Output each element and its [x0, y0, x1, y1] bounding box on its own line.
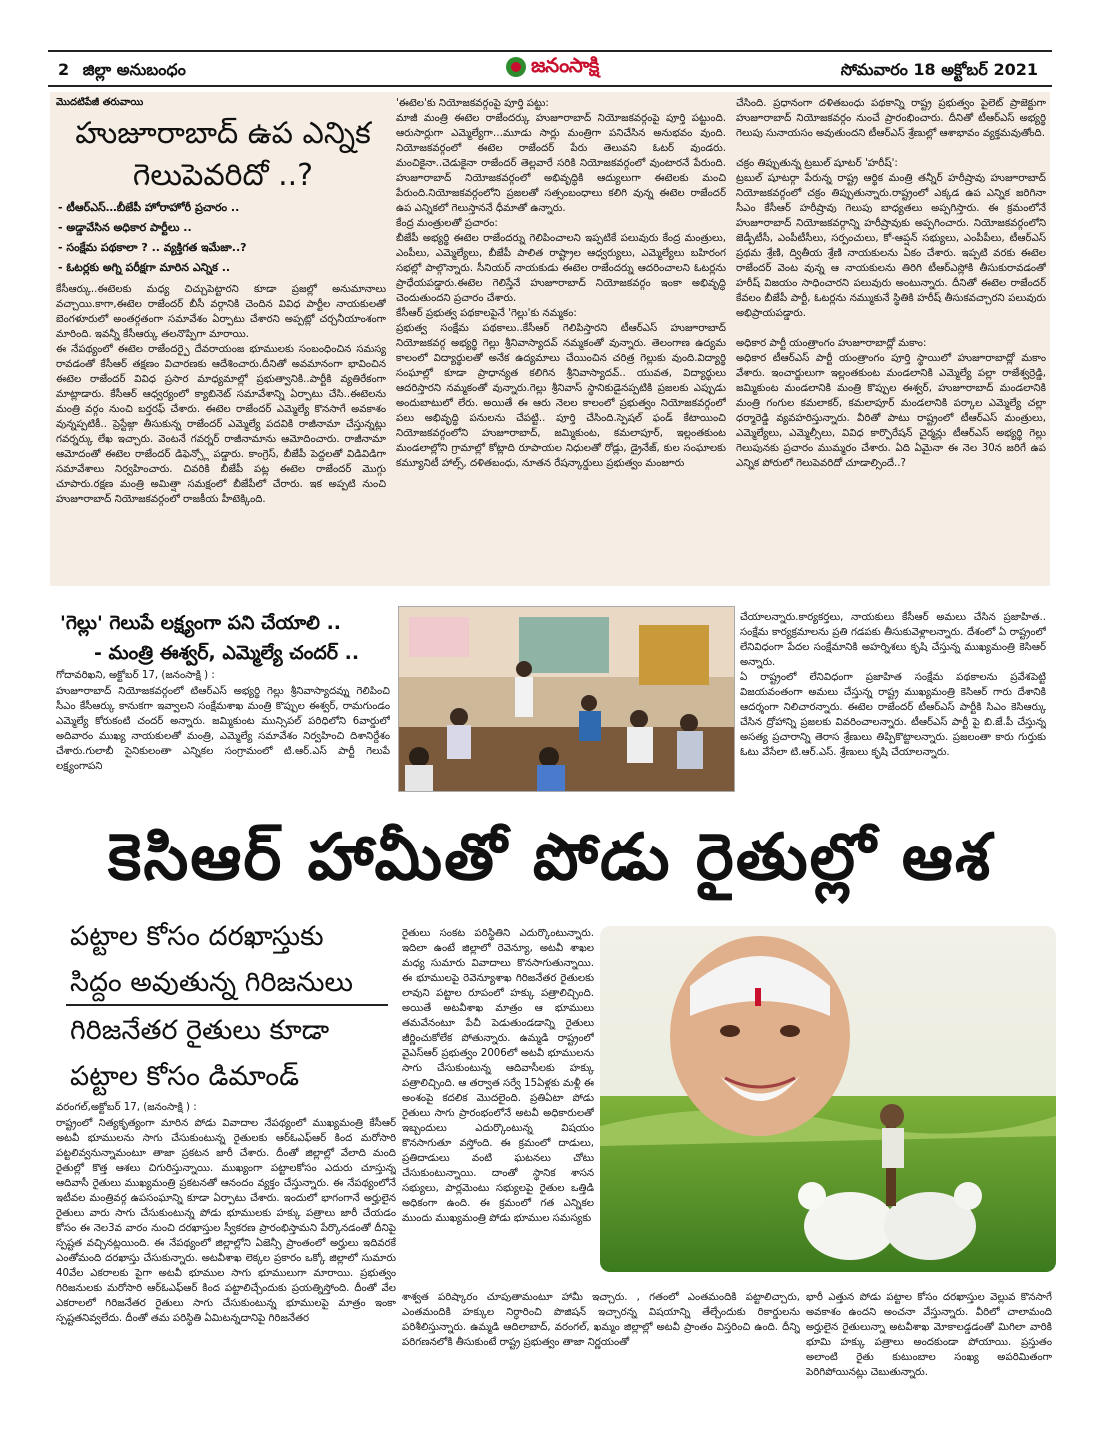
bullet-item: - టీఆర్ఎస్…బీజేపీ హోరాహోరీ ప్రచారం .. [58, 201, 240, 214]
section-name: జిల్లా అనుబంధం [82, 60, 186, 79]
logo-emblem-icon [505, 56, 527, 78]
masthead-rule [48, 85, 1052, 87]
farmer-photo-image [600, 926, 1056, 1272]
story3-body-right: భారీ ఎత్తున పోడు పట్టాల కోసం దరఖాస్తుల వెల్లువ కొనసాగే అవకాశం ఉందని అంచనా వేస్తున్నారు. వీరిలో చాలామంది అర్హులైన రైతులున్నా అటవీశాఖ మోకాలడ్డడంతో మిగిలా వారికి భూమి హక్కు పత్రాలు అందకుండా పోయాయి. ప్రస్తుతం అలాంటి రైతు కుటుంబాల సంఖ్య అపరిమితంగా పెరిగిపోయినట్లు చెబుతున్నారు. [806, 1292, 1052, 1378]
story1-kicker: మొదటిపేజీ తరువాయి [56, 97, 144, 108]
meeting-photo [398, 606, 735, 792]
bullet-item: - సంక్షేమ పథకాలా ? .. వ్యక్తిగత ఇమేజా..? [58, 241, 247, 254]
meeting-photo-image [399, 607, 734, 791]
story2-body-left: హుజూరాబాద్ నియోజకవర్గంలో టిఆర్ఎస్ అభ్యర్థి గెల్లు శ్రీనివాస్యాదవ్ను గెలిపించి సీఎం కేసీఆర్కు కానుకగా ఇవ్వాలని సంక్షేమశాఖ మంత్రి కొప్పుల ఈశ్వర్, రామగుండం ఎమ్మెల్యే కోరుకంటి చందర్ అన్నారు. జమ్మికుంట మున్సిపల్ పరిధిలోని 6వార్డులో అదివారం ముఖ్య నాయకులతో మంత్రి, ఎమ్మెల్యే సమావేశం నిర్వహించి దిశానిర్దేశం చేశారు.గులాబీ సైనికులంతా ఎన్నికల సంగ్రామంలో టి.ఆర్.ఎస్ పార్టీ గెలుపే లక్ష్యంగాపని [56, 686, 390, 772]
story1-column3: చేసింది. ప్రధానంగా దళితబంధు పథకాన్ని రాష్ట్ర ప్రభుత్వం పైలెట్ ప్రాజెక్టుగా హుజూరాబాద్ నియోజకవర్గం నుంచే ప్రారంభించారు. దీనితో టీఆర్ఎస్ అభ్యర్థి గెలుపు సునాయసం అవుతుందని టీఆర్ఎస్ శ్రేణుల్లో ఆశాభావం వ్యక్తమవుతోంది. చక్రం తిప్పుతున్న ట్రబుల్ షూటర్ 'హరీష్': ట్రబుల్ షూటర్గా పేరున్న రాష్ట్ర ఆర్థిక మంత్రి తన్నీర్ హరీష్రావు హుజూరాబాద్ నియోజకవర్గంలో చక్రం తిప్పుతున్నారు.రాష్ట్రంలో ఎక్కడ ఉప ఎన్నిక జరిగినా సీఎం కేసీఆర్ హరీష్రావు గెలుపు బాధ్యతలు అప్పగిస్తారు. ఈ క్రమంలోనే హుజూరాబాద్ నియోజకవర్గాన్ని హరీష్రావుకు అప్పగించారు. నియోజకవర్గంలోని జెడ్పీటీసీ, ఎంపీటీసీలు, సర్పంచులు, కో-ఆప్షన్ సభ్యులు, ఎంపీపీలు, టీఆర్ఎస్ ప్రథమ శ్రేణి, ద్వితీయ శ్రేణి నాయకులను ఏకం చేశారు. ఇప్పటి వరకు ఈటెల రాజేందర్ వెంట వున్న ఆ నాయకులను తిరిగి టీఆర్ఎస్లోకి తీసుకురావడంతో హరీష్ విజయం సాధించారని పలువురు అంటున్నారు. దీనితో ఈటెల రాజేందర్ కేవలం బీజేపీ పార్టీ, ఓటర్లను నమ్ముకునే స్థితికి హరీష్ తీసుకవచ్చారని పలువురు అభిప్రాయపడ్డారు. అధికార పార్టీ యంత్రాంగం హుజూరాబాద్లో మకాం: అధికార టీఆర్ఎస్ పార్టీ యంత్రాంగం పూర్తి స్థాయిలో హుజూరాబాద్లో మకాం వేశారు. ఇంచార్జులుగా ఇల్లంతకుంట మండలానికి ఎమ్మెల్యే పల్లా రాజేశ్వర్రెడ్డి, జమ్మికుంట మండలానికి మంత్రి కొప్పుల ఈశ్వర్, హుజూరాబాద్ మండలానికి మంత్రి గంగుల కమలాకర్, కమలాపూర్ మండలానికి పర్కాల ఎమ్మెల్యే చల్లా ధర్మారెడ్డి వ్యవహరిస్తున్నారు. వీరితో పాటు రాష్ట్రంలో టీఆర్ఎస్ మంత్రులు, ఎమ్మెల్యేలు, ఎమ్మెల్సీలు, వివిధ కార్పొరేషన్ చైర్మన్లు టీఆర్ఎస్ అభ్యర్థి గెల్లు గెలుపునకు ప్రచారం ముమ్మరం చేశారు. ఏది ఏమైనా ఈ నెల 30న జరిగే ఉప ఎన్నిక పోరులో గెలుపెవరిదో చూడాల్సిందే..? [736, 98, 1046, 469]
story3-body-left: రాష్ట్రంలో నిత్యకృత్యంగా మారిన పోడు వివాదాల నేపథ్యంలో ముఖ్యమంత్రి కేసీఆర్ అటవీ భూములను సాగు చేసుకుంటున్న రైతులకు ఆర్ఓఎఫ్ఆర్ కింద మరోసారి పట్టలివ్వనున్నామంటూ తాజా ప్రకటన జారీ చేశారు. దీంతో జిల్లాల్లో వేలాది మంది రైతుల్లో కొత్త ఆశలు చిగురిస్తున్నాయి. ముఖ్యంగా పట్టాలకోసం ఎదురు చూస్తున్న ఆదివాసీ రైతులు ముఖ్యమంత్రి ప్రకటనతో ఆనందం వ్యక్తం చేస్తున్నారు. ఈ నేపథ్యంలోనే ఇటీవల మంత్రివర్గ ఉపసంఘాన్ని కూడా ఏర్పాటు చేశారు. ఇందులో భాగంగానే అర్హులైన రైతులు వారు సాగు చేసుకుంటున్న పోడు భూములకు హక్కు పత్రాలు జారీ చేయడం కోసం ఈ నెల3వ వారం నుంచి దరఖాస్తుల స్వీకరణ ప్రారంభిస్తామని పేర్కొనడంతో దీనిపై స్పష్టత వచ్చినట్లయింది. ఈ నేపథ్యంలో జిల్లాల్లోని ఏజెన్సీ ప్రాంతంలో అర్హులు ఇదివరకే ఎంతోమంది దరఖాస్తు చేసుకున్నారు. అటవీశాఖ లెక్కల ప్రకారం ఒక్కో జిల్లాలో సుమారు 40వేల ఎకరాలకు పైగా అటవీ భూముల సాగు భూములుగా మారాయి. ప్రభుత్వం గిరిజనులకు మరోసారి ఆర్ఓఎఫ్ఆర్ కింద పట్టాలిచ్చేందుకు ప్రయత్నిస్తోంది. దీంతో వేల ఎకరాలలో గిరిజనేతర రైతులు సాగు చేసుకుంటున్న భూములపై మాత్రం ఇంకా స్పష్టతనివ్వలేదు. దీంతో తమ పరిస్థితి ఏమిటన్నదానిపై గిరిజనేతర [56, 1118, 396, 1324]
story1-headline-line1: హుజూరాబాద్ ఉప ఎన్నిక [75, 116, 371, 151]
story3-dateline: వరంగల్,అక్టోబర్ 17, (జనంసాక్షి ) : [56, 1102, 197, 1113]
story3-headline: కెసిఆర్ హామీతో పోడు రైతుల్లో ఆశ [107, 821, 993, 895]
story3-deck-1: పట్టాల కోసం దరఖాస్తుకు [70, 921, 324, 952]
story2-body-right: చేయాలన్నారు.కార్యకర్తలు, నాయకులు కేసీఆర్ అమలు చేసిన ప్రజాహిత.. సంక్షేమ కార్యక్రమాలను ప్రతి గడపకు తీసుకువెళ్లాలన్నారు. దేశంలో ఏ రాష్ట్రంలో లేనివిధంగా పేదల సంక్షేమానికి అహర్నిశలు కృషి చేస్తున్న ముఖ్యమంత్రి కెసిఆర్ అన్నారు. ఏ రాష్ట్రంలో లేనివిధంగా ప్రజాహిత సంక్షేమ పథకాలను ప్రవేశపెట్టి విజయవంతంగా అమలు చేస్తున్న రాష్ట్ర ముఖ్యమంత్రి కెసిఆర్ గారు దేశానికి ఆదర్శంగా నిలిచారన్నారు. ఈటెల రాజేందర్ టీఆర్ఎస్ పార్టీకి సిఎం కెసిఆర్కు చేసిన ద్రోహాన్ని ప్రజలకు వివరించాలన్నారు. టీఆర్ఎస్ పార్టీ పై బి.జే.పీ చేస్తున్న అసత్య ప్రచారాన్ని తెరాస శ్రేణులు తిప్పికొట్టాలన్నారు. ప్రజలంతా కారు గుర్తుకు ఓటు వేసేలా టి.ఆర్.ఎస్. శ్రేణులు కృషి చేయాలన్నారు. [740, 612, 1046, 758]
page-number: 2 [58, 60, 70, 79]
story3-body-mid: రైతులు సంకట పరిస్థితిని ఎదుర్కొంటున్నారు. ఇదిలా ఉంటే జిల్లాలో రెవెన్యూ, అటవీ శాఖల మధ్య సుమారు వివాదాలు కొనసాగుతున్నాయి. ఈ భూములపై రెవెన్యూశాఖ గిరిజనేతర రైతులకు లావుని పట్టాల రూపంలో హక్కు పత్రాలిచ్చింది. అయితే అటవీశాఖ మాత్రం ఆ భూములు తమవేనంటూ పేచీ పెడుతుండడాన్ని రైతులు జీర్ణించుకోలేక పోతున్నారు. ఉమ్మడి రాష్ట్రంలో వైఎస్ఆర్ ప్రభుత్వం 2006లో అటవీ భూములను సాగు చేసుకుంటున్న ఆదివాసీలకు హక్కు పత్రాలిచ్చింది. ఆ తర్వాత సర్వే 15ఏళ్లకు మళ్లీ ఈ అంశంపై కదలిక మొదలైంది. ప్రతిఏటా పోడు రైతులు సాగు ప్రారంభంలోనే అటవీ అధికారులతో ఇబ్బందులు ఎదుర్కొంటున్న విషయం కొనసాగుతూ వస్తోంది. ఈ క్రమంలో దాడులు, ప్రతిదాడులు వంటి ఘటనలు చోటు చేసుకుంటున్నాయి. దాంతో స్థానిక శాసన సభ్యులు, పార్లమెంటు సభ్యులపై రైతుల ఒత్తిడి అధికంగా ఉంది. ఈ క్రమంలో గత ఎన్నికల ముందు ముఖ్యమంత్రి పోడు భూముల సమస్యకు [402, 928, 594, 1224]
bullet-item: - అడ్డావేసిన అధికార పార్టీలు .. [58, 221, 192, 234]
deck-divider [66, 1004, 388, 1006]
newspaper-logo [505, 54, 599, 80]
story2-subhead: - మంత్రి ఈశ్వర్, ఎమ్మెల్యే చందర్ .. [94, 642, 360, 664]
story3-body-bottom: శాశ్వత పరిష్కారం చూపుతామంటూ హామీ ఇచ్చారు. , గతంలో ఎంతమందికి పట్టాలిచ్చారు, ఎంతమందికి హక్కుల నిర్ధారించి పొజిషన్ ఇచ్చారన్న విషయాన్ని తేల్చేందుకు రికార్డులను పరిశీలిస్తున్నారు. ఉమ్మడి ఆదిలాబాద్, వరంగల్, ఖమ్మం జిల్లాల్లో అటవీ ప్రాంతం విస్తరించి ఉంది. దీన్ని పరిగణనలోకి తీసుకుంటే రాష్ట్ర ప్రభుత్వం తాజా నిర్ణయంతో [402, 1292, 800, 1348]
story1-column2: 'ఈటెల'కు నియోజకవర్గంపై పూర్తి పట్టు: మాజీ మంత్రి ఈటెల రాజేందర్కు హుజూరాబాద్ నియోజకవర్గంపై పూర్తి పట్టుంది. ఆరుసార్లుగా ఎమ్మెల్యేగా…మూడు సార్లు మంత్రిగా పనిచేసిన అనుభవం వుంది. నియోజకవర్గంలో ఈటెల రాజేందర్ పేరు తెలువని ఓటర్ వుండరు. మంచికైనా..చెడుకైనా రాజేందర్ తెల్లవారే సరికి నియోజకవర్గంలో వుంటారనే పేరుంది. హుజూరాబాద్ నియోజకవర్గంలో అభివృద్ధికి ఆద్యులుగా ఈటెలకు మంచి పేరుంది.నియోజకవర్గంలోని ప్రజలతో సత్సంబంధాలు కలిగి వున్న ఈటెల రాజేందర్ ఉప ఎన్నికలో గెలుస్తాననే ధీమాతో ఉన్నారు. కేంద్ర మంత్రులతో ప్రచారం: బీజేపీ అభ్యర్థి ఈటెల రాజేందర్ను గెలిపించాలని ఇప్పటికే పలువురు కేంద్ర మంత్రులు, ఎంపీలు, ఎమ్మెల్యేలు, బీజేపీ పాలిత రాష్ట్రాల ఆధ్వర్యులు, ఎమ్మెల్యేలు బహిరంగ సభల్లో పాల్గొన్నారు. సీనియర్ నాయకుడు ఈటెల రాజేందర్ను ఆదరించాలని ఓటర్లను ప్రాధేయపడ్డారు.ఈటెల గెలిస్తేనే హుజూరాబాద్ నియోజకవర్గం ఇంకా అభివృద్ధి చెందుతుందని ప్రచారం చేశారు. కేసీఆర్ ప్రభుత్వ పథకాలపైనే 'గెల్లు'కు నమ్మకం: ప్రభుత్వ సంక్షేమ పథకాలు..కేసీఆర్ గెలిపిస్తారని టీఆర్ఎస్ హుజూరాబాద్ నియోజకవర్గ అభ్యర్థి గెల్లు శ్రీనివాస్యాదవ్ నమ్మకంతో వున్నారు. తెలంగాణ ఉద్యమ కాలంలో విద్యార్థులతో అనేక ఉద్యమాలు చేయించిన చరిత్ర గెల్లుకు వుంది.విద్యార్థి సంఘాల్లో కూడా ప్రాధాన్యత కలిగిన శ్రీనివాస్యాదవ్.. యువత, విద్యార్థులు ఆదరిస్తారని నమ్మకంతో వున్నారు.గెల్లు శ్రీనివాస్ స్థానికుడైనప్పటికి ప్రజలకు ఎప్పుడు అందుబాటులో లేరు. అయితే ఈ ఆరు నెలల కాలంలో ప్రభుత్వం నియోజకవర్గంలో పలు అభివృద్ధి పనులను చేపట్టి.. పూర్తి చేసింది.స్పెషల్ ఫండ్ కేటాయించి నియోజకవర్గంలోని హుజూరాబాద్, జమ్మికుంట, కమలాపూర్, ఇల్లంతకుంట మండలాల్లోని గ్రామాల్లో కోట్లాది రూపాయల నిధులతో రోడ్లు, డ్రైనేజ్, కుల సంఘాలకు కమ్యూనిటీ హాల్స్, దళితబంధు, నూతన రేషన్కార్డులు ప్రభుత్వం మంజూరు [396, 98, 726, 469]
story3-deck-4: పట్టాల కోసం డిమాండ్ [70, 1061, 300, 1092]
story2-dateline: గోదావరిఖని, అక్టోబర్ 17, (జనంసాక్షి ) : [56, 670, 215, 681]
story1-headline-line2: గెలుపెవరిదో ..? [132, 158, 314, 193]
story1-bullets [58, 198, 388, 278]
bullet-item: - ఓటర్లకు అగ్ని పరీక్షగా మారిన ఎన్నిక .. [58, 261, 231, 274]
story1-column1: కేసీఆర్కు..ఈటెలకు మధ్య చిచ్చుపెట్టారని కూడా ప్రజల్లో అనుమానాలు వచ్చాయి.కాగా,ఈటెల రాజేందర్ బీసీ వర్గానికి చెందిన వివిధ పార్టీల నాయకులతో బెంగళూరులో అంతర్గతంగా సమావేశం ఏర్పాటు చేశారని అప్పట్లో చర్చనీయాంశంగా మారింది. ఇవన్నీ కేసీఆర్కు తలనొప్పిగా మారాయి. ఈ నేపథ్యంలో ఈటెల రాజేందర్పై దేవరాయంజ భూములకు సంబంధించిన సమస్య రావడంతో కేసీఆర్ తక్షణం విచారణకు ఆదేశించారు.దీనితో అవమానంగా భావించిన ఈటెల రాజేందర్ వివిధ ప్రసార మాధ్యమాల్లో ప్రభుత్వానికి..పార్టీకి వ్యతిరేకంగా మాట్లాడారు. కేసీఆర్ ఆధ్వర్యంలో క్యాబినెట్ సమావేశాన్ని ఏర్పాటు చేసి..ఈటెలను మంత్రి వర్గం నుంచి బర్తరఫ్ చేశారు. ఈటెల రాజేందర్ ఎమ్మెల్యే కొనసాగే అవకాశం వున్నప్పటికీ.. ప్రెస్టేజ్గా తీసుకున్న రాజేందర్ ఎమ్మెల్యే పదవికి రాజీనామా చేస్తున్నట్లు గవర్నర్కు లేఖ ఇచ్చారు. వెంటనే గవర్నర్ రాజీనామాను ఆమోదించారు. రాజీనామా ఆమోదంతో ఈటెల రాజేందర్ డిఫెన్స్లో పడ్డారు. కాంగ్రెస్, బీజేపీ పెద్దలతో విడివిడిగా సమావేశాలు నిర్వహించారు. చివరికి బీజేపీ పట్ల ఈటెల రాజేందర్ మొగ్గు చూపారు.రక్షణ మంత్రి అమిత్షా సమక్షంలో బీజేపీలో చేరారు. ఇక అప్పటి నుంచి హుజూరాబాద్ నియోజకవర్గంలో రాజకీయ హీటెక్కింది. [56, 284, 386, 505]
issue-date: సోమవారం 18 అక్టోబర్ 2021 [840, 60, 1038, 79]
story2-headline: 'గెల్లు' గెలుపే లక్ష్యంగా పని చేయాలి .. [60, 612, 342, 634]
story3-deck-3: గిరిజనేతర రైతులు కూడా [70, 1015, 330, 1046]
logo-text: జనంసాక్షి [531, 52, 599, 77]
page-number-section [58, 60, 186, 83]
story3-deck-2: సిద్దం అవుతున్న గిరిజనులు [70, 967, 354, 998]
farmer-photo [600, 926, 1056, 1272]
